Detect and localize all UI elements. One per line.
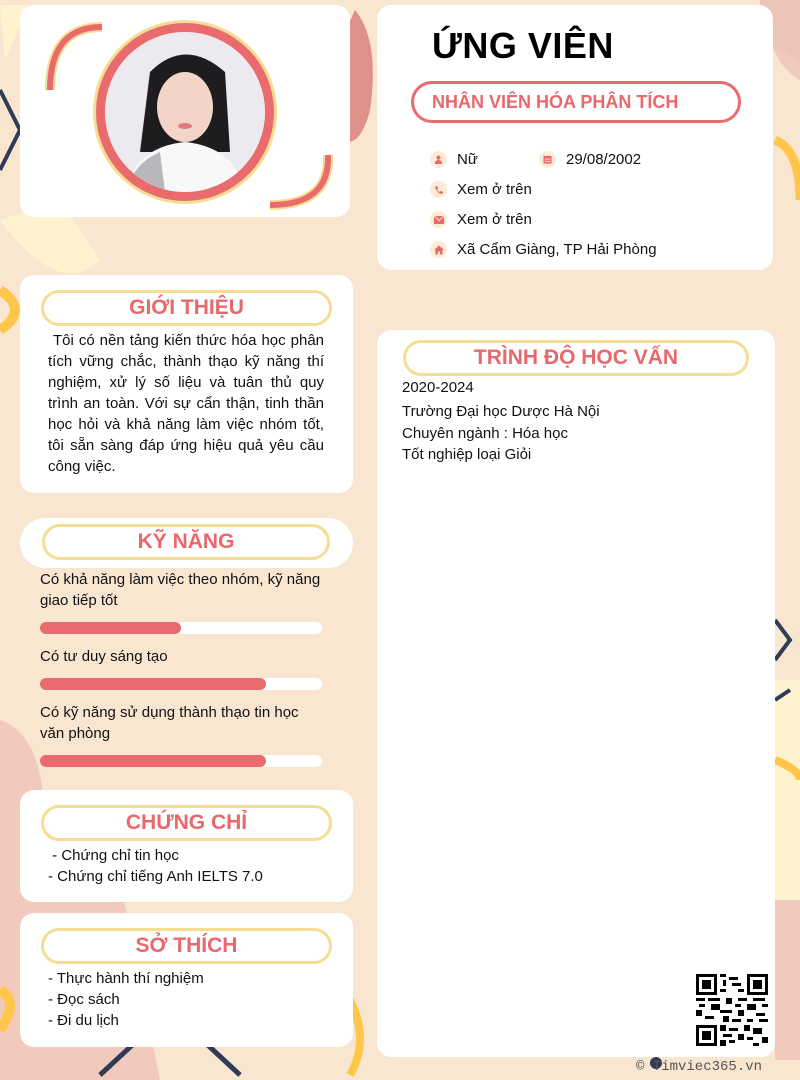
skill-bar	[40, 622, 322, 634]
birthday-value: 29/08/2002	[566, 151, 642, 168]
skill-bar	[40, 755, 322, 767]
calendar-icon	[539, 151, 556, 168]
skill-bar	[40, 678, 322, 690]
education-card	[377, 330, 775, 1057]
phone-icon	[430, 181, 447, 198]
intro-title: GIỚI THIỆU	[41, 290, 332, 326]
gender-value: Nữ	[457, 151, 478, 168]
skill-label: Có tư duy sáng tạo	[40, 648, 168, 665]
hobbies-title: SỞ THÍCH	[41, 928, 332, 964]
education-major: Chuyên ngành : Hóa học	[402, 425, 568, 442]
phone-value: Xem ở trên	[457, 181, 532, 198]
certificate-item: - Chứng chỉ tiếng Anh IELTS 7.0	[48, 868, 263, 885]
candidate-name: ỨNG VIÊN	[432, 25, 614, 66]
skill-bar-fill	[40, 678, 266, 690]
home-icon	[430, 241, 447, 258]
skills-title: KỸ NĂNG	[42, 524, 330, 560]
hobby-item: - Thực hành thí nghiệm	[48, 970, 204, 987]
job-title-badge	[411, 81, 741, 123]
hobbies-card	[20, 913, 353, 1047]
mail-icon	[430, 211, 447, 228]
intro-card	[20, 275, 353, 493]
job-title: NHÂN VIÊN HÓA PHÂN TÍCH	[432, 92, 679, 112]
certificates-title: CHỨNG CHỈ	[41, 805, 332, 841]
skills-title-card	[20, 518, 353, 568]
gender-row	[430, 151, 478, 168]
avatar-photo	[105, 32, 265, 192]
user-icon	[430, 151, 447, 168]
email-row	[430, 211, 532, 228]
address-row	[430, 241, 657, 258]
avatar-card	[20, 5, 350, 217]
skill-label: Có kỹ năng sử dụng thành thạo tin học văn phòng	[40, 704, 299, 742]
intro-text: Tôi có nền tảng kiến thức hóa học phân tích vững chắc, thành thạo kỹ năng thí nghiệm, xử lý số liệu và tuân thủ quy trình an toàn. Với sự cẩn thận, tinh thần học hỏi và khả năng làm việc nhóm tốt, tôi sẵn sàng đáp ứng hiệu quả yêu cầu công việc.	[48, 332, 324, 475]
certificates-card	[20, 790, 353, 902]
birthday-row	[539, 151, 641, 168]
hobby-item: - Đi du lịch	[48, 1012, 119, 1029]
education-grade: Tốt nghiệp loại Giỏi	[402, 446, 532, 463]
skill-bar-fill	[40, 622, 181, 634]
hobby-item: - Đọc sách	[48, 991, 120, 1008]
qr-code	[696, 974, 768, 1046]
education-title: TRÌNH ĐỘ HỌC VẤN	[403, 340, 749, 376]
watermark: © Timviec365.vn	[636, 1059, 763, 1075]
education-school: Trường Đại học Dược Hà Nội	[402, 403, 600, 420]
education-period: 2020-2024	[402, 379, 474, 396]
skill-label: Có khả năng làm việc theo nhóm, kỹ năng giao tiếp tốt	[40, 571, 321, 609]
address-value: Xã Cẩm Giàng, TP Hải Phòng	[457, 241, 657, 258]
header-card	[377, 5, 773, 270]
email-value: Xem ở trên	[457, 211, 532, 228]
phone-row	[430, 181, 532, 198]
skill-bar-fill	[40, 755, 266, 767]
certificate-item: - Chứng chỉ tin học	[48, 847, 179, 864]
